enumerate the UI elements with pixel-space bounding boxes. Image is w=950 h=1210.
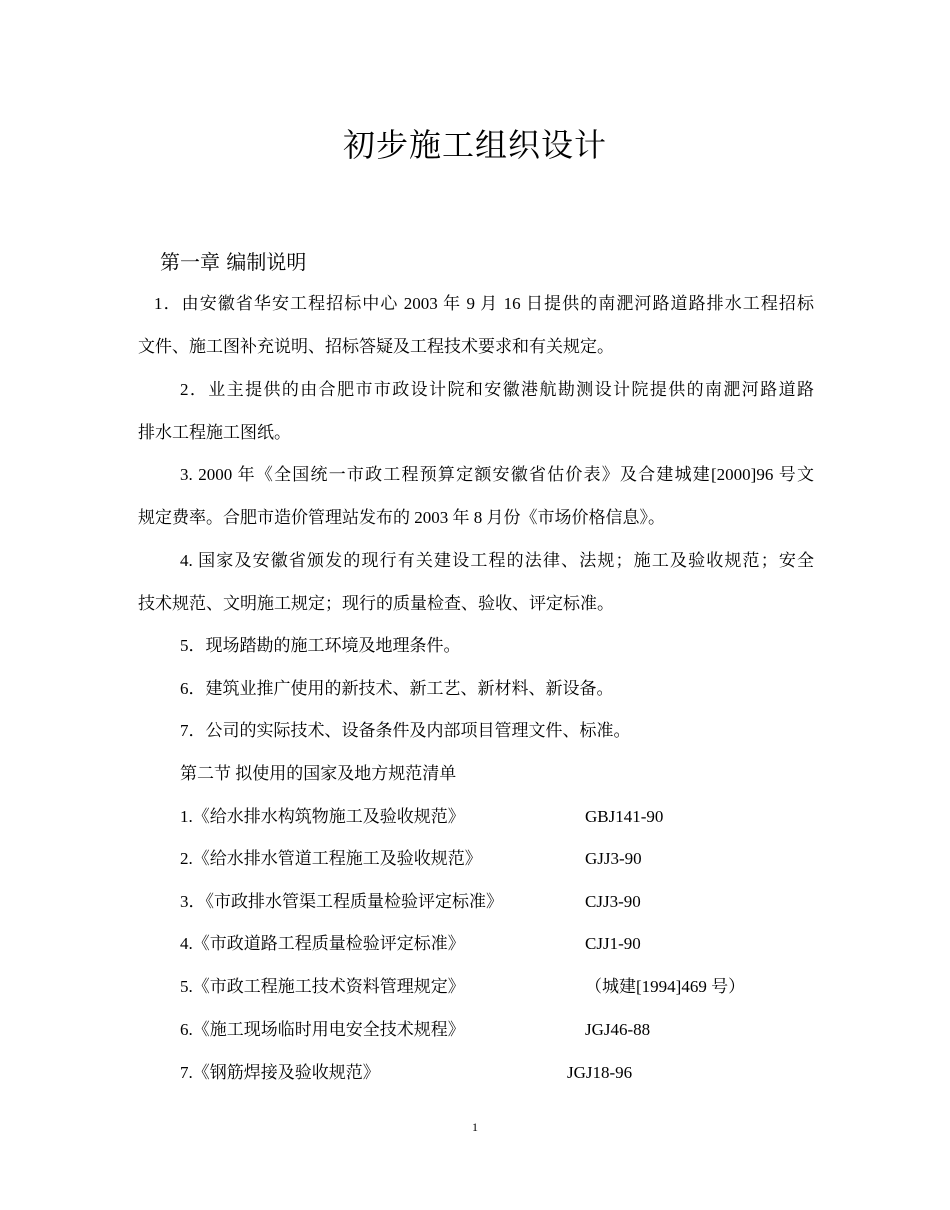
standard-code: JGJ46-88 xyxy=(585,1020,651,1039)
section-heading: 第二节 拟使用的国家及地方规范清单 xyxy=(180,764,457,783)
standard-code: GJJ3-90 xyxy=(585,849,642,868)
standard-name: 6.《施工现场临时用电安全技术规程》 xyxy=(180,1020,465,1039)
paragraph-6: 6．建筑业推广使用的新技术、新工艺、新材料、新设备。 xyxy=(180,679,614,698)
paragraph-4-line-1: 4. 国家及安徽省颁发的现行有关建设工程的法律、法规；施工及验收规范；安全 xyxy=(180,551,814,570)
standard-code: CJJ1-90 xyxy=(585,934,641,953)
paragraph-5: 5．现场踏勘的施工环境及地理条件。 xyxy=(180,636,461,655)
standard-code: JGJ18-96 xyxy=(567,1063,633,1082)
standard-code: CJJ3-90 xyxy=(585,892,641,911)
chapter-heading: 第一章 编制说明 xyxy=(160,250,307,274)
paragraph-1-line-2: 文件、施工图补充说明、招标答疑及工程技术要求和有关规定。 xyxy=(138,337,614,356)
standard-name: 5.《市政工程施工技术资料管理规定》 xyxy=(180,977,465,996)
paragraph-4-line-2: 技术规范、文明施工规定；现行的质量检查、验收、评定标准。 xyxy=(138,594,614,613)
paragraph-3-line-1: 3. 2000 年《全国统一市政工程预算定额安徽省估价表》及合建城建[2000]96 号文 xyxy=(180,465,814,484)
standard-name: 4.《市政道路工程质量检验评定标准》 xyxy=(180,934,465,953)
standard-name: 2.《给水排水管道工程施工及验收规范》 xyxy=(180,849,482,868)
standard-code: GBJ141-90 xyxy=(585,807,664,826)
standard-name: 7.《钢筋焊接及验收规范》 xyxy=(180,1063,380,1082)
document-title: 初步施工组织设计 xyxy=(342,126,607,164)
paragraph-3-line-2: 规定费率。合肥市造价管理站发布的 2003 年 8 月份《市场价格信息》。 xyxy=(138,508,665,527)
standard-name: 3．《市政排水管渠工程质量检验评定标准》 xyxy=(180,892,503,911)
paragraph-1-line-1: 1．由安徽省华安工程招标中心 2003 年 9 月 16 日提供的南淝河路道路排水工程招标 xyxy=(154,294,814,313)
paragraph-2-line-2: 排水工程施工图纸。 xyxy=(138,423,291,442)
paragraph-7: 7．公司的实际技术、设备条件及内部项目管理文件、标准。 xyxy=(180,721,631,740)
standard-name: 1.《给水排水构筑物施工及验收规范》 xyxy=(180,807,465,826)
paragraph-2-line-1: 2．业主提供的由合肥市市政设计院和安徽港航勘测设计院提供的南淝河路道路 xyxy=(180,380,814,399)
standard-code: （城建[1994]469 号） xyxy=(585,977,746,996)
page-number: 1 xyxy=(472,1120,478,1134)
